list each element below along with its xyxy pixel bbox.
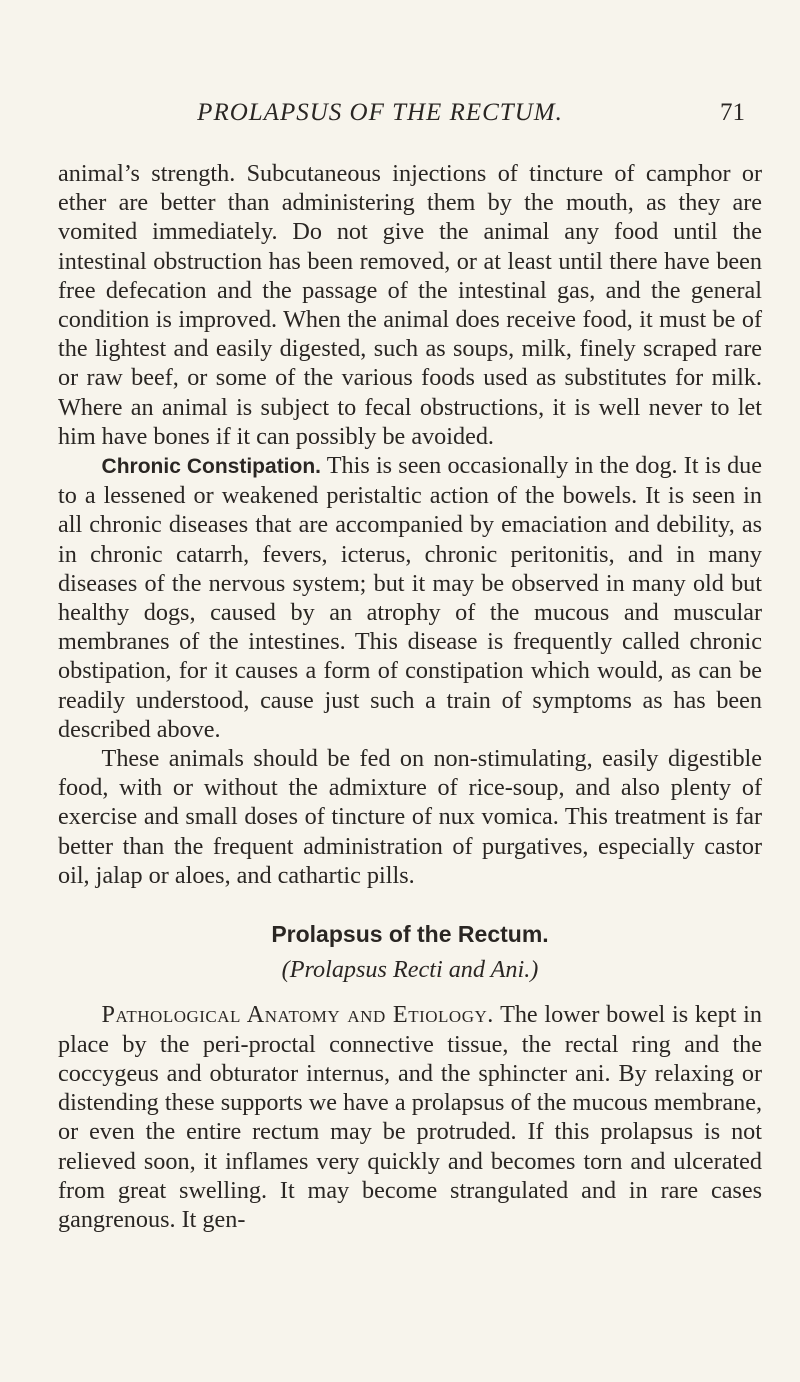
section-heading: Prolapsus of the Rectum.	[271, 921, 549, 948]
paragraph	[58, 451, 762, 744]
page-number: 71	[720, 99, 745, 126]
run-in-heading: Pathological Anatomy and Etiology.	[101, 1001, 494, 1029]
paragraph: animal’s strength. Subcutaneous injections of tincture of camphor or ether are better than administering them by the mouth, as they are vomited immediately. Do not give the animal any food until the intestinal obstruction has been removed, or at least until there have been free defecation and the passage of the intestinal gas, and the general condition is improved. When the animal does receive food, it must be of the lightest and easily digested, such as soups, milk, finely scraped rare or raw beef, or some of the various foods used as substitutes for milk. Where an animal is subject to fecal obstructions, it is well never to let him have bones if it can possibly be avoided.	[58, 160, 762, 450]
running-title: PROLAPSUS OF THE RECTUM.	[197, 99, 563, 126]
paragraph	[58, 1000, 762, 1234]
paragraph-text: This is seen occasionally in the dog. It is due to a lessened or weakened peristaltic action of the bowels. It is seen in all chronic diseases that are accompanied by emaciation and debility, as in chronic catarrh, fevers, icterus, chronic peritonitis, and in many diseases of the nervous system; but it may be observed in many old but healthy dogs, caused by an atrophy of the mucous and muscular membranes of the intestines. This disease is frequently called chronic obstipation, for it causes a form of constipation which would, as can be readily understood, cause just such a train of symptoms as has been described above.	[58, 452, 762, 743]
paragraph: These animals should be fed on non-stimulating, easily digestible food, with or without the admixture of rice-soup, and also plenty of exercise and small doses of tincture of nux vomica. This treatment is far better than the frequent administration of purgatives, especially castor oil, jalap or aloes, and cathartic pills.	[58, 745, 762, 889]
run-in-heading: Chronic Constipation.	[101, 455, 322, 479]
running-head	[0, 99, 800, 135]
section-subheading: (Prolapsus Recti and Ani.)	[281, 956, 539, 984]
body-text	[58, 159, 762, 1234]
paragraph-text: The lower bowel is kept in place by the peri-proctal connective tissue, the rectal ring and the coccygeus and obturator internus, and the sphincter ani. By relaxing or distending these supports we have a prolapsus of the mucous membrane, or even the entire rectum may be protruded. If this prolapsus is not relieved soon, it inflames very quickly and becomes torn and ulcerated from great swelling. It may become strangulated and in rare cases gangrenous. It gen-	[58, 1001, 762, 1233]
